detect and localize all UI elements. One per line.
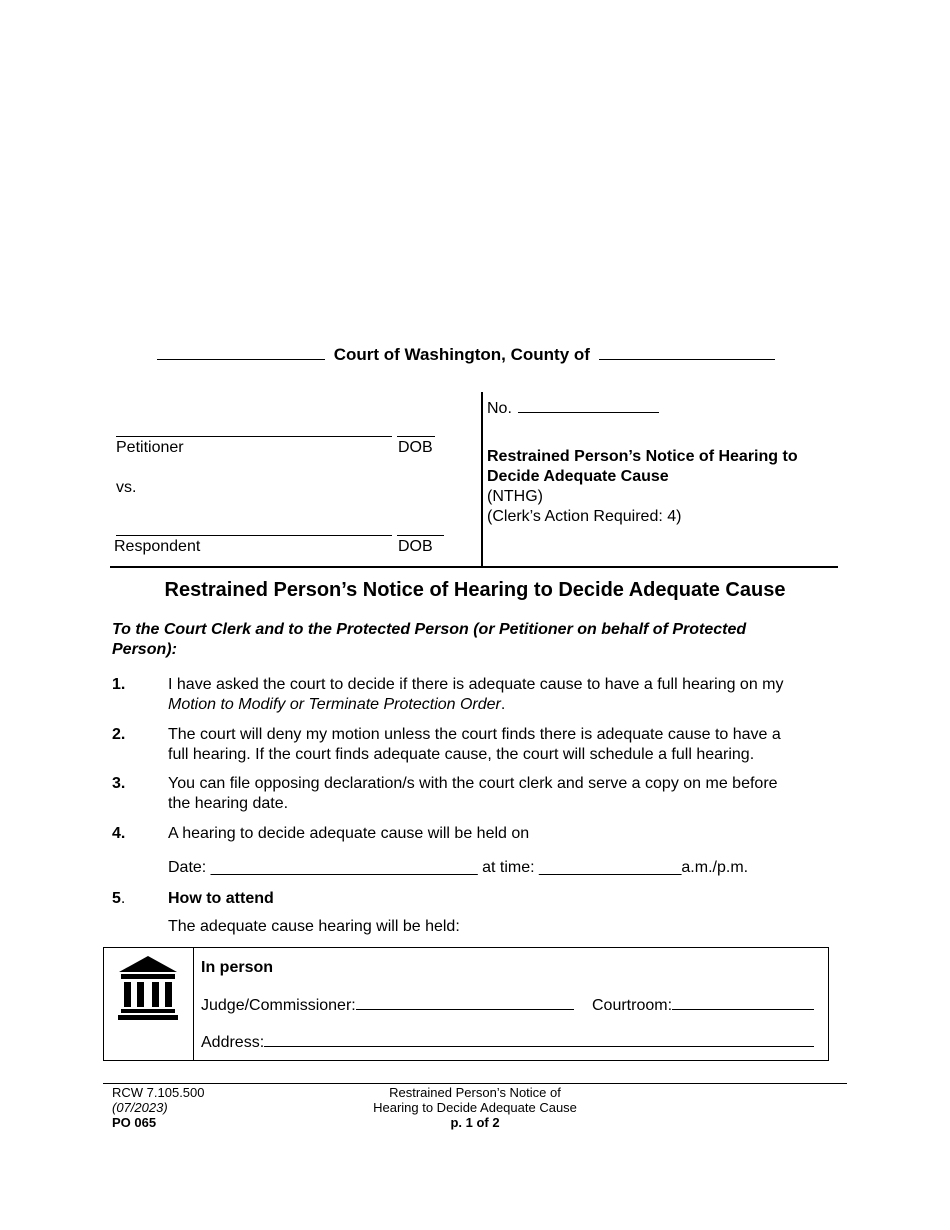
item-3-line2: the hearing date. bbox=[168, 795, 289, 812]
item-5-number: 5 bbox=[112, 890, 121, 907]
respondent-dob-label: DOB bbox=[398, 538, 433, 555]
time-blank[interactable]: ________________ bbox=[539, 859, 682, 876]
item-number: 2. bbox=[112, 726, 126, 743]
in-person-heading: In person bbox=[201, 959, 274, 976]
footer-page-number: p. 1 of 2 bbox=[450, 1115, 500, 1130]
footer-rcw: RCW 7.105.500 bbox=[112, 1085, 205, 1100]
footer-center bbox=[325, 1085, 625, 1130]
item-5-dot: . bbox=[120, 890, 126, 907]
respondent-label: Respondent bbox=[114, 538, 201, 555]
footer-form-title-line2: Hearing to Decide Adequate Cause bbox=[373, 1100, 577, 1115]
courtroom-row bbox=[592, 997, 814, 1015]
footer-date: (07/2023) bbox=[112, 1100, 168, 1115]
attend-intro: The adequate cause hearing will be held: bbox=[168, 918, 460, 935]
respondent-dob-blank[interactable] bbox=[397, 535, 444, 536]
icon-cell bbox=[104, 948, 194, 1060]
respondent-name-blank[interactable] bbox=[116, 535, 392, 536]
judge-label: Judge/Commissioner: bbox=[201, 997, 356, 1014]
judge-blank[interactable] bbox=[356, 1009, 574, 1010]
item-3-line1: You can file opposing declaration/s with the court clerk and serve a copy on me before bbox=[168, 775, 778, 792]
address-blank[interactable] bbox=[264, 1046, 814, 1047]
item-number: 4. bbox=[112, 825, 126, 842]
case-number-blank[interactable] bbox=[518, 412, 659, 413]
item-4-line1: A hearing to decide adequate cause will be held on bbox=[168, 825, 530, 842]
hearing-datetime-row bbox=[168, 859, 748, 877]
courthouse-icon bbox=[118, 956, 178, 1025]
item-2-line2: full hearing. If the court finds adequate cause, the court will schedule a full hearing. bbox=[168, 746, 755, 763]
footer-left bbox=[112, 1085, 205, 1130]
item-2-line1: The court will deny my motion unless the court finds there is adequate cause to have a bbox=[168, 726, 781, 743]
case-number-label: No. bbox=[487, 400, 512, 417]
caption-divider-horizontal bbox=[110, 566, 838, 568]
how-to-attend-heading: How to attend bbox=[168, 890, 274, 907]
date-blank[interactable]: ______________________________ bbox=[210, 859, 478, 876]
case-number-row bbox=[487, 400, 659, 418]
item-1-line1: I have asked the court to decide if there is adequate cause to have a full hearing on my bbox=[168, 676, 784, 693]
petitioner-name-blank[interactable] bbox=[116, 436, 392, 437]
petitioner-dob-blank[interactable] bbox=[397, 436, 435, 437]
address-row bbox=[201, 1034, 814, 1052]
footer-form-title-line1: Restrained Person’s Notice of bbox=[389, 1085, 561, 1100]
caption-doc-title-line1: Restrained Person’s Notice of Hearing to bbox=[487, 448, 798, 465]
time-label: at time: bbox=[482, 859, 535, 876]
county-blank[interactable] bbox=[599, 359, 775, 360]
date-label: Date: bbox=[168, 859, 207, 876]
courtroom-label: Courtroom: bbox=[592, 997, 673, 1014]
courtroom-blank[interactable] bbox=[672, 1009, 814, 1010]
item-number: 3. bbox=[112, 775, 126, 792]
ampm-label: a.m./p.m. bbox=[681, 859, 749, 876]
addressee bbox=[112, 620, 842, 660]
court-title: Court of Washington, County of bbox=[333, 345, 590, 364]
item-1-period: . bbox=[500, 696, 506, 713]
judge-row bbox=[201, 997, 574, 1015]
address-label: Address: bbox=[201, 1034, 265, 1051]
addressee-line1: To the Court Clerk and to the Protected Person (or Petitioner on behalf of Protected bbox=[112, 621, 747, 638]
page-title: Restrained Person’s Notice of Hearing to Decide Adequate Cause bbox=[164, 579, 786, 601]
state-blank[interactable] bbox=[157, 359, 325, 360]
court-heading bbox=[157, 345, 797, 365]
addressee-line2: Person): bbox=[112, 641, 177, 658]
caption-doc-title bbox=[487, 447, 798, 487]
caption-clerk-action: (Clerk’s Action Required: 4) bbox=[487, 508, 682, 525]
petitioner-label: Petitioner bbox=[116, 439, 184, 456]
item-number bbox=[112, 889, 125, 909]
item-1-line2 bbox=[168, 695, 838, 715]
caption-doc-code: (NTHG) bbox=[487, 488, 543, 505]
motion-title: Motion to Modify or Terminate Protection Order bbox=[168, 696, 501, 713]
caption-divider-vertical bbox=[481, 392, 483, 567]
item-number: 1. bbox=[112, 676, 126, 693]
petitioner-dob-label: DOB bbox=[398, 439, 433, 456]
footer-rule bbox=[103, 1083, 847, 1084]
in-person-box bbox=[103, 947, 829, 1061]
vs-label: vs. bbox=[116, 479, 137, 496]
caption-doc-title-line2: Decide Adequate Cause bbox=[487, 468, 669, 485]
footer-form-no: PO 065 bbox=[112, 1115, 157, 1130]
